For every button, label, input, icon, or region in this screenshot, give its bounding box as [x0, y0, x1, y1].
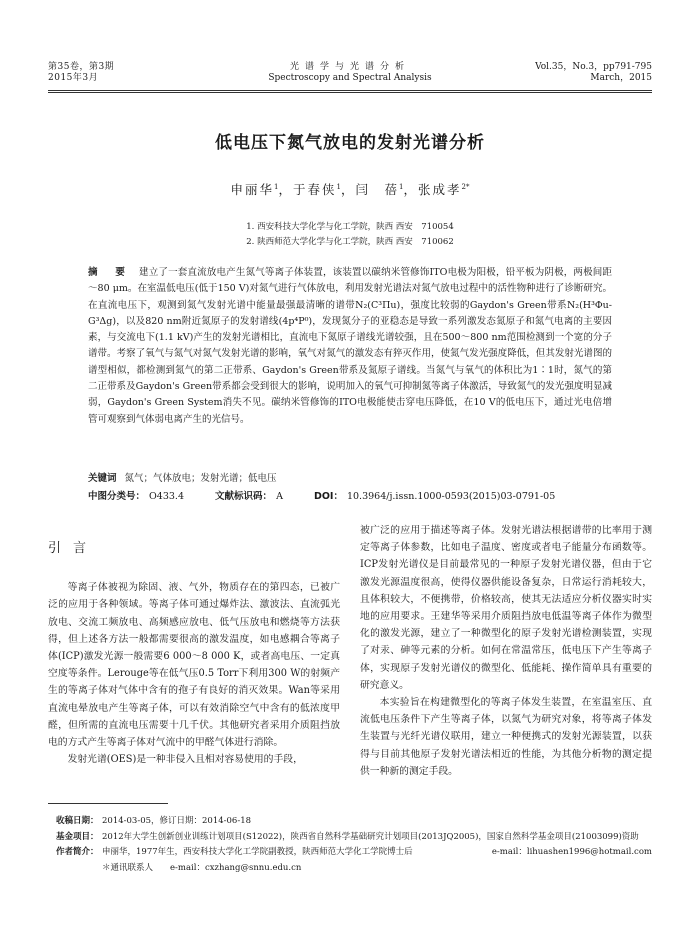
section-heading: 引言 [48, 541, 99, 556]
vol-pages: Vol.35，No.3，pp791-795 [535, 62, 652, 72]
keywords-text: 氮气；气体放电；发射光谱；低电压 [124, 473, 277, 484]
author-bio: 作者简介： 申丽华，1977年生，西安科技大学化工学院副教授，陕西师范大学化工学院博士后 e-mail：lihuashen1996@hotmail.com [56, 845, 652, 861]
volume-issue: 第35卷，第3期 [48, 62, 115, 72]
footnotes [56, 814, 652, 876]
author: 于春侠$^1$ [293, 182, 341, 197]
abstract-label: 摘 要 [88, 267, 130, 278]
journal-name-en: Spectroscopy and Spectral Analysis [268, 73, 432, 83]
author: 申丽华$^1$ [230, 182, 279, 197]
abstract [88, 265, 612, 428]
article-meta [88, 488, 612, 506]
affiliation: 1. 西安科技大学化学与化工学院，陕西 西安 710054 [246, 222, 454, 232]
affiliations [48, 220, 652, 250]
keywords [88, 470, 612, 488]
affiliation: 2. 陕西师范大学化学与化工学院，陕西 西安 710062 [246, 237, 454, 247]
author: 张成孝$^{2*}$ [418, 182, 470, 197]
received-date: 收稿日期： 2014-03-05，修订日期：2014-06-18 [56, 816, 252, 826]
classification: 中图分类号： O433.4 [88, 491, 185, 502]
month-year: March，2015 [590, 73, 652, 83]
left-column [48, 522, 340, 768]
running-header [48, 62, 652, 88]
doi[interactable]: DOI： 10.3964/j.issn.1000-0593(2015)03-0791-05 [313, 491, 556, 502]
paragraph: 本实验旨在构建微型化的等离子体发生装置，在室温室压、直流低电压条件下产生等离子体，以氮气为研究对象，将等离子体发生装置与光纤光谱仪联用，建立一种便携式的发射光源装置，以获得与目前其他原子发射光谱法相近的性能，为其他分析物的测定提供一种新的测定手段。 [360, 697, 652, 777]
paragraph: 等离子体被视为除固、液、气外，物质存在的第四态，已被广泛的应用于各种领域。等离子体可通过爆炸法、激波法、直流弧光放电、交流工频放电、高频感应放电、低气压放电和燃烧等方法获得，但上述各方法一般都需要很高的激发温度，如电感耦合等离子体(ICP)激发光源一般需要6 000～8 000 K，或者高电压、一定真空度等条件。Lerouge等在低气压0.5 Torr下利用300 W的射频产生的等离子体对气体中含有的孢子有良好的消灭效果。Wan等采用直流电晕放电产生等离子体，可以有效消除空气中含有的低浓度甲醛，但所需的直流电压需要十几千伏。其他研究者采用介质阻挡放电的方式产生等离子体对气流中的甲醛气体进行消除。 [48, 582, 340, 749]
paper-title: 低电压下氮气放电的发射光谱分析 [215, 133, 485, 153]
page-info [535, 62, 652, 84]
doc-code: 文献标识码： A [215, 491, 283, 502]
keywords-label: 关键词 [88, 473, 117, 484]
paragraph: 被广泛的应用于描述等离子体。发射光谱法根据谱带的比率用于测定等离子体参数，比如电子温度、密度或者电子能量分布函数等。ICP发射光谱仪是目前最常见的一种原子发射光谱仪器，但由于它激发光源温度很高，使得仪器供能设备复杂，日常运行消耗较大，且体积较大，不便携带，价格较高，使其无法适应分析仪器实时实地的应用要求。王建华等采用介质阻挡放电低温等离子体作为微型化的激发光源，建立了一种微型化的原子发射光谱检测装置，实现了对汞、砷等元素的分析。如何在常温常压，低电压下产生等离子体，实现原子发射光谱仪的微型化、低能耗、操作简单具有重要的研究意义。 [360, 525, 652, 691]
journal-name-cn: 光谱学与光谱分析 [289, 62, 410, 72]
author: 闫 蓓$^1$ [355, 182, 404, 197]
author-list: 申丽华$^1$，于春侠$^1$，闫 蓓$^1$，张成孝$^{2*}$ [230, 182, 470, 197]
header-rule-2 [48, 92, 652, 93]
header-rule [48, 90, 652, 91]
author-email[interactable]: e-mail：lihuashen1996@hotmail.com [491, 847, 652, 857]
paragraph: 发射光谱(OES)是一种非侵入且相对容易使用的手段， [67, 754, 303, 766]
publication-date: 2015年3月 [48, 73, 99, 83]
footnote-rule [48, 803, 168, 804]
right-column [360, 522, 652, 780]
fund-info: 基金项目： 2012年大学生创新创业训练计划项目(S12022)，陕西省自然科学基础研究计划项目(2013JQ2005)，国家自然科学基金项目(21003099)资助 [56, 831, 639, 842]
corresponding-author: ＊通讯联系人 e-mail：cxzhang@snnu.edu.cn [102, 862, 302, 873]
abstract-text: 建立了一套直流放电产生氮气等离子体装置，该装置以碳纳米管修饰ITO电极为阳极，铅平板为阴极，两极间距～80 μm。在室温低电压(低于150 V)对氮气进行气体放电，利用发射光谱法对氮气放电过程中的活性物种进行了诊断研究。在直流电压下，观测到氮气发射光谱中能量最强最清晰的谱带N₂(C³Πu)，强度比较弱的Gaydon's Green带系N₂(H³Φu-G³Δg)，以及820 nm附近氮原子的发射谱线(4p⁴P⁰)，发现氮分子的亚稳态是导致一系列激发态氮原子和氮气电离的主要因素，与交流电下(1.1 kV)产生的发射光谱相比，直流电下氮原子谱线光谱较强，且在500～800 nm范围检测到一个宽的分子谱带。考察了氧气与氮气对氮气发射光谱的影响，氧气对氮气的激发态有猝灭作用，使氮气发光强度降低，但其发射光谱图的谱型相似，都检测到氮气的第二正带系、Gaydon's Green带系及氮原子谱线。当氮气与氧气的体积比为1∶1时，氮气的第二正带系及Gaydon's Green带系都会受到很大的影响，说明加入的氧气可抑制氮等离子体激活，导致氮气的发光强度明显减弱，Gaydon's Green System消失不见。碳纳米管修饰的ITO电极能使击穿电压降低，在10 V的低电压下，通过光电倍增管可观察到气体弱电离产生的光信号。 [88, 267, 612, 425]
